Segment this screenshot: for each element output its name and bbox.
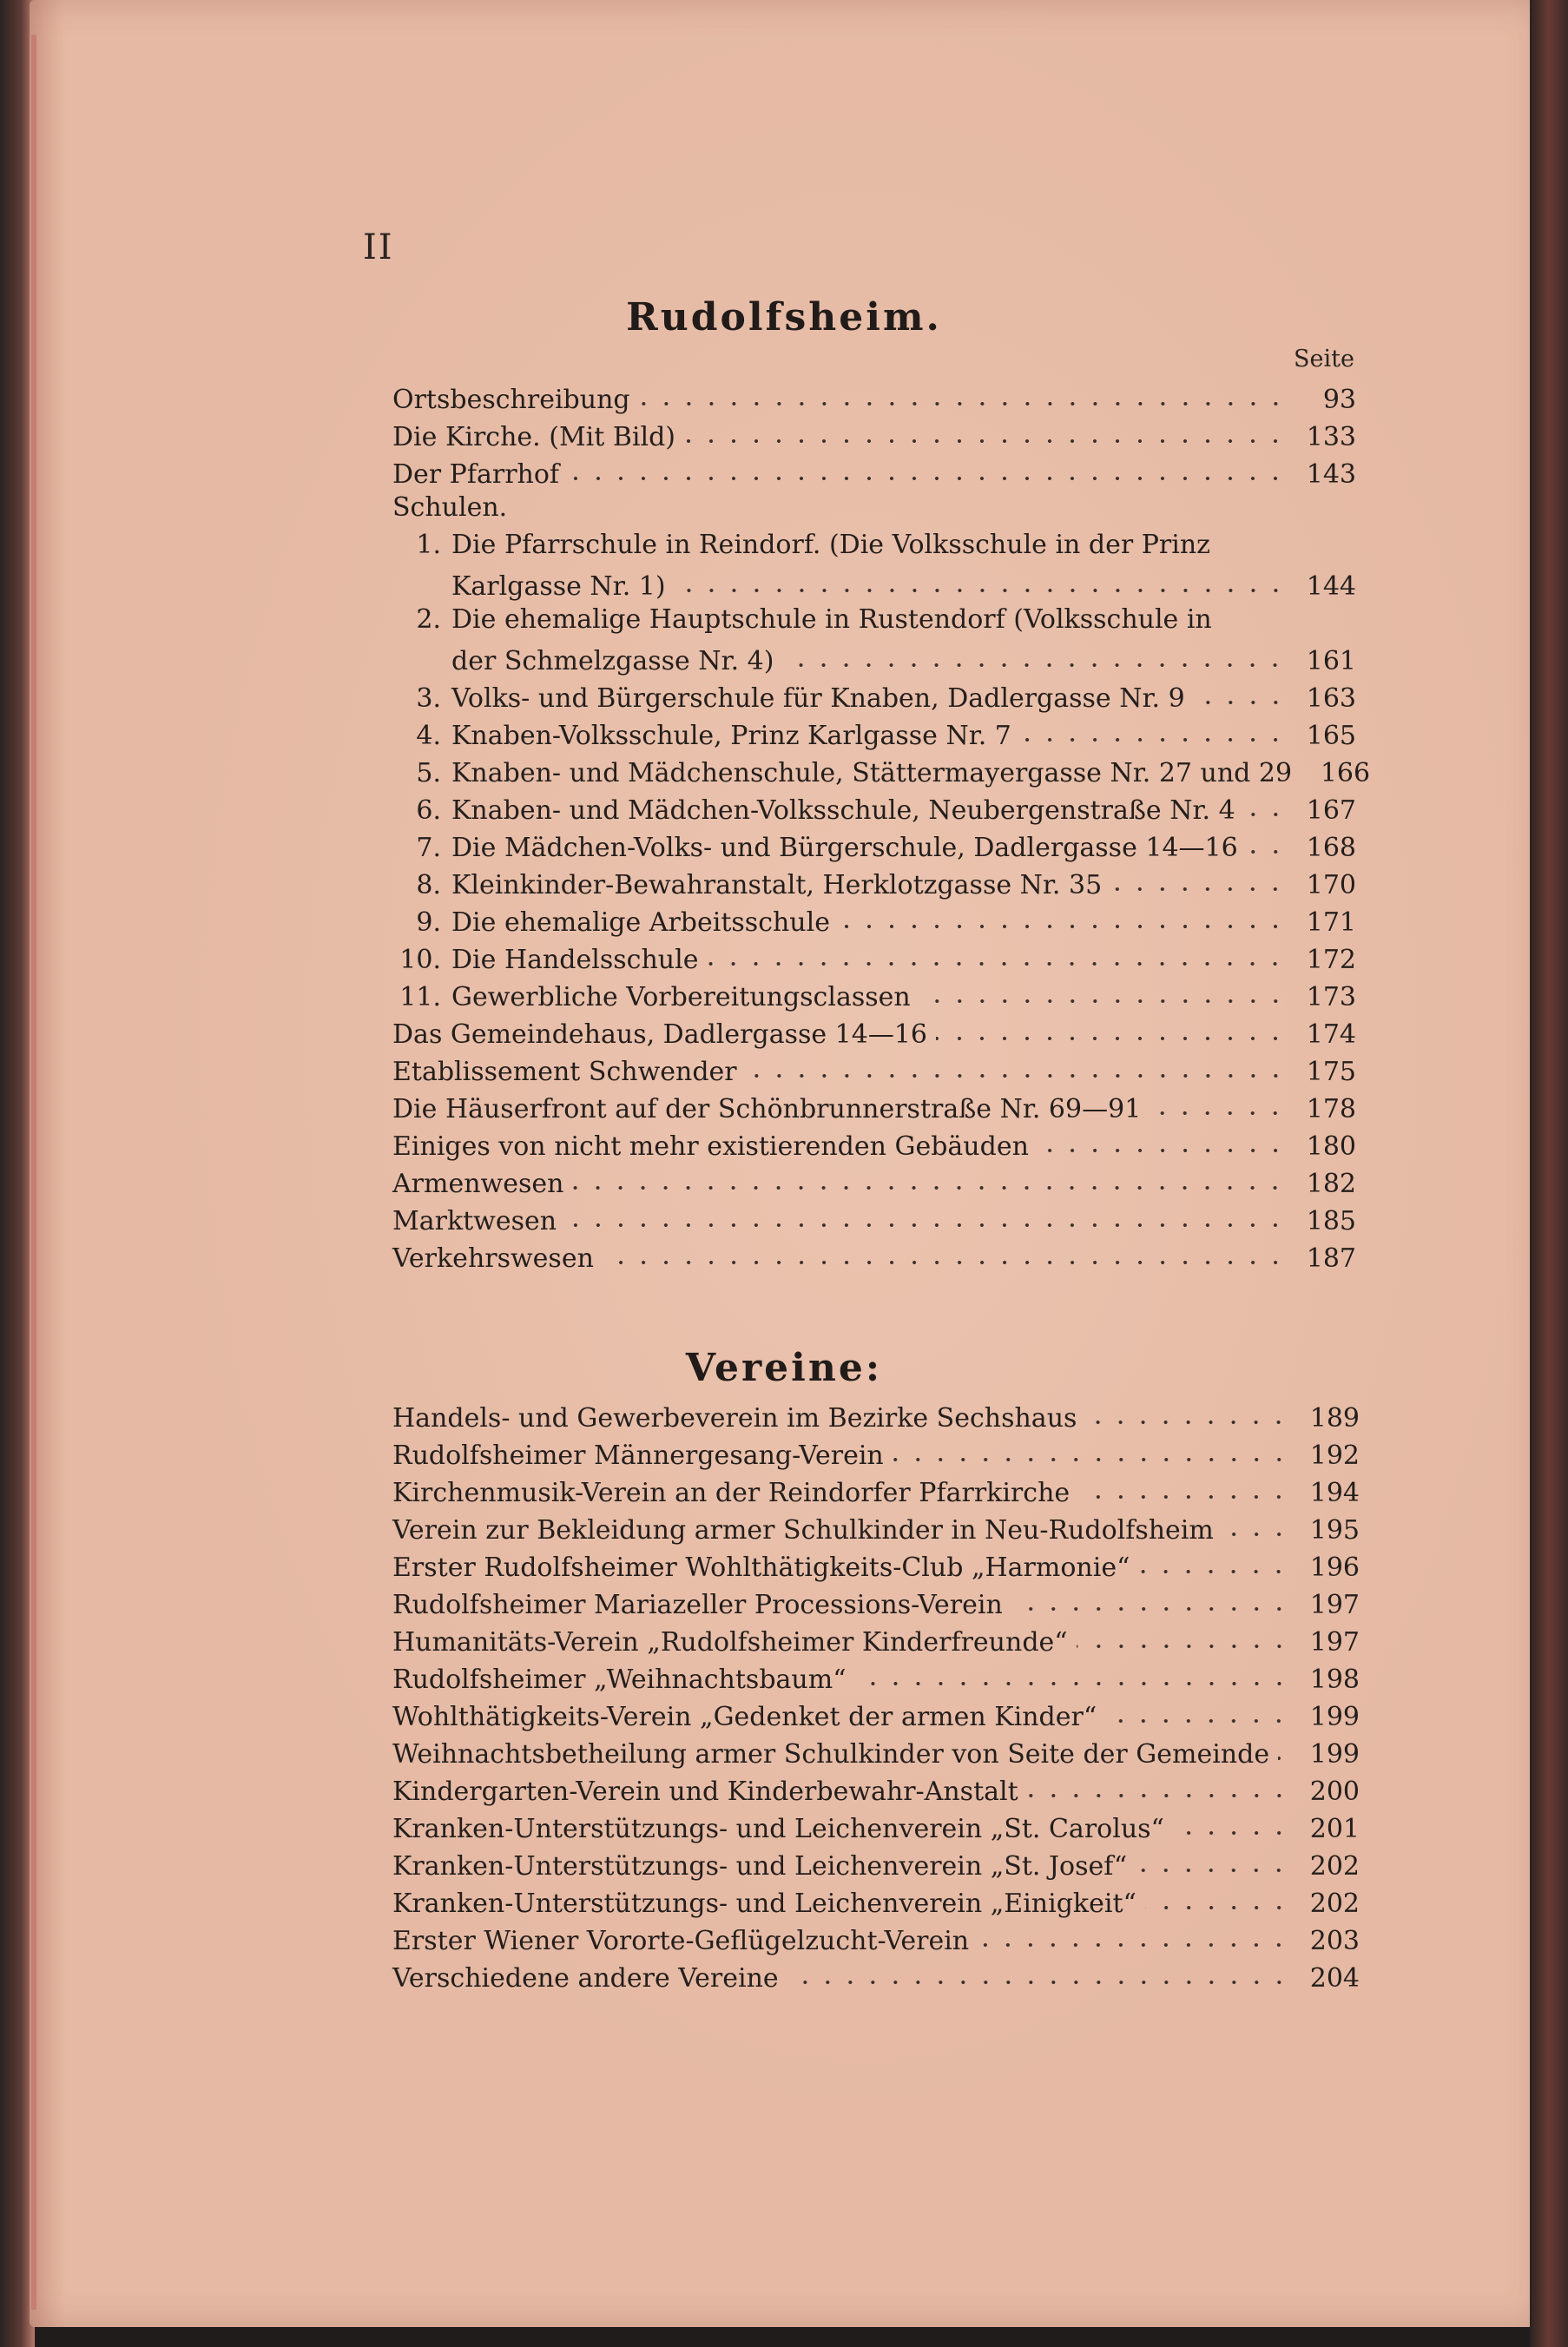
toc-entry: [392, 604, 1356, 639]
toc-entry: [392, 1436, 1360, 1471]
entry-page: 199: [1309, 1739, 1360, 1770]
entry-page: 200: [1309, 1777, 1360, 1807]
entry-page: 203: [1309, 1926, 1360, 1956]
entry-title: Erster Rudolfsheimer Wohlthätigkeits-Club „Harmonie“: [392, 1553, 1130, 1583]
entry-title: Kranken-Unterstützungs- und Leichenverein „St. Josef“: [392, 1851, 1128, 1882]
entry-title: Die ehemalige Hauptschule in Rustendorf (Volksschule in: [451, 604, 1212, 635]
entry-title: Die Häuserfront auf der Schönbrunnerstraße Nr. 69—91: [392, 1094, 1142, 1124]
toc-entry: [392, 1127, 1356, 1162]
toc-entry: [392, 716, 1356, 751]
leader-dots: [639, 399, 1287, 408]
leader-dots: [1194, 698, 1287, 707]
toc-entry: [392, 866, 1356, 900]
entry-title: der Schmelzgasse Nr. 4): [451, 646, 774, 676]
entry-title: Verein zur Bekleidung armer Schulkinder in Neu-Rudolfsheim: [392, 1515, 1214, 1546]
entry-title: Kranken-Unterstützungs- und Leichenverein „Einigkeit“: [392, 1889, 1136, 1919]
toc-entry: [392, 1772, 1360, 1807]
entry-title: Humanitäts-Verein „Rudolfsheimer Kinderfreunde“: [392, 1627, 1068, 1658]
entry-page: 182: [1306, 1169, 1356, 1199]
entry-title: Armenwesen: [392, 1169, 564, 1199]
entry-page: 167: [1306, 795, 1356, 826]
entry-page: 187: [1306, 1243, 1356, 1274]
entry-number: 11.: [399, 982, 441, 1012]
entry-number: 5.: [416, 758, 441, 788]
toc-entry: [392, 1399, 1360, 1434]
entry-page: 178: [1306, 1094, 1356, 1124]
entry-number: 6.: [416, 795, 441, 826]
entry-page: 144: [1306, 571, 1356, 602]
leader-dots: [565, 1221, 1287, 1230]
toc-entry: [451, 567, 1356, 602]
toc-entry: [392, 1239, 1356, 1274]
leader-dots: [746, 1071, 1287, 1080]
entry-number: 3.: [416, 683, 441, 714]
leader-dots: [572, 1183, 1287, 1192]
toc-entry: [392, 1698, 1360, 1732]
entry-page: 202: [1309, 1889, 1360, 1919]
entry-title: Rudolfsheimer „Weihnachtsbaum“: [392, 1665, 847, 1695]
toc-entry: [392, 978, 1356, 1012]
entry-number: 1.: [416, 530, 441, 560]
entry-title: Der Pfarrhof: [392, 459, 560, 490]
book-gutter: [1530, 0, 1568, 2347]
toc-entry: [392, 1202, 1356, 1236]
leader-dots: [1020, 735, 1287, 744]
leader-dots: [1105, 1717, 1290, 1725]
leader-dots: [1078, 1493, 1290, 1501]
page-edge: [31, 35, 36, 2310]
leader-dots: [684, 437, 1287, 445]
entry-title: Kindergarten-Verein und Kinderbewahr-Anstalt: [392, 1777, 1018, 1807]
entry-title: Einiges von nicht mehr existierenden Gebäuden: [392, 1131, 1029, 1162]
entry-title: Rudolfsheimer Mariazeller Processions-Verein: [392, 1590, 1003, 1620]
leader-dots: [603, 1258, 1287, 1267]
entry-page: 197: [1309, 1627, 1360, 1658]
leader-dots: [893, 1455, 1290, 1464]
entry-title: Ortsbeschreibung: [392, 385, 630, 415]
leader-dots: [787, 1978, 1290, 1987]
leader-dots: [675, 586, 1287, 595]
entry-title: Volks- und Bürgerschule für Knaben, Dadlergasse Nr. 9: [451, 683, 1185, 714]
leader-dots: [936, 1034, 1287, 1043]
entry-page: 201: [1309, 1814, 1360, 1844]
entry-page: 204: [1309, 1963, 1360, 1994]
entry-title: Schulen.: [392, 492, 508, 523]
entry-page: 168: [1306, 833, 1356, 863]
toc-entry: [392, 1959, 1360, 1994]
entry-page: 133: [1306, 422, 1356, 452]
leader-dots: [1278, 1754, 1290, 1763]
leader-dots: [1173, 1829, 1290, 1837]
leader-dots: [1247, 847, 1287, 856]
entry-title: Die ehemalige Arbeitsschule: [451, 907, 830, 938]
toc-entry: [392, 1090, 1356, 1124]
toc-entry: [392, 1548, 1360, 1583]
entry-number: 10.: [399, 945, 441, 975]
entry-page: 175: [1306, 1057, 1356, 1087]
entry-page: 196: [1309, 1553, 1360, 1583]
toc-entry: [392, 1884, 1360, 1919]
entry-title: Knaben- und Mädchen-Volksschule, Neubergenstraße Nr. 4: [451, 795, 1235, 826]
entry-title: Rudolfsheimer Männergesang-Verein: [392, 1441, 884, 1471]
toc-entry: [392, 1015, 1356, 1050]
entry-title: Handels- und Gewerbeverein im Bezirke Sechshaus: [392, 1403, 1077, 1434]
toc-entry: [392, 940, 1356, 975]
entry-title: Etablissement Schwender: [392, 1057, 737, 1087]
leader-dots: [1085, 1418, 1290, 1427]
entry-title: Die Pfarrschule in Reindorf. (Die Volksschule in der Prinz: [451, 530, 1210, 560]
entry-title: Das Gemeindehaus, Dadlergasse 14—16: [392, 1019, 928, 1050]
leader-dots: [707, 959, 1287, 968]
leader-dots: [1110, 885, 1287, 893]
entry-number: 4.: [416, 721, 441, 751]
entry-title: Kranken-Unterstützungs- und Leichenverein „St. Carolus“: [392, 1814, 1164, 1844]
entry-number: 8.: [416, 870, 441, 900]
entry-title: Knaben-Volksschule, Prinz Karlgasse Nr. 7: [451, 721, 1011, 751]
toc-entry: [392, 791, 1356, 826]
toc-entry: [392, 903, 1356, 938]
entry-title: Wohlthätigkeits-Verein „Gedenket der armen Kinder“: [392, 1702, 1097, 1732]
toc-entry: [392, 1511, 1360, 1546]
leader-dots: [1077, 1642, 1290, 1651]
toc-group-heading: [392, 492, 1356, 527]
entry-title: Die Handelsschule: [451, 945, 699, 975]
entry-page: 180: [1306, 1131, 1356, 1162]
entry-page: 194: [1309, 1478, 1360, 1508]
leader-dots: [919, 997, 1287, 1005]
entry-number: 9.: [416, 907, 441, 938]
leader-dots: [568, 474, 1287, 483]
leader-dots: [1136, 1866, 1290, 1875]
entry-page: 189: [1309, 1403, 1360, 1434]
leader-dots: [1145, 1903, 1290, 1912]
entry-page: 161: [1306, 646, 1356, 676]
entry-page: 202: [1309, 1851, 1360, 1882]
entry-title: Kleinkinder-Bewahranstalt, Herklotzgasse Nr. 35: [451, 870, 1103, 900]
toc-entry: [392, 1660, 1360, 1695]
entry-number: 2.: [416, 604, 441, 635]
leader-dots: [1244, 810, 1287, 819]
entry-page: 198: [1309, 1665, 1360, 1695]
entry-page: 163: [1306, 683, 1356, 714]
section-title: Rudolfsheim.: [626, 295, 942, 340]
toc-entry: [392, 1922, 1360, 1956]
entry-page: 185: [1306, 1206, 1356, 1236]
leader-dots: [1138, 1567, 1290, 1576]
toc-entry: [392, 1847, 1360, 1882]
page-column-header: Seite: [1294, 346, 1354, 372]
entry-title: Verkehrswesen: [392, 1243, 594, 1274]
leader-dots: [1150, 1109, 1287, 1117]
entry-page: 170: [1306, 870, 1356, 900]
leader-dots: [839, 922, 1287, 931]
entry-page: 93: [1322, 385, 1356, 415]
entry-title: Karlgasse Nr. 1): [451, 571, 666, 602]
entry-page: 171: [1306, 907, 1356, 938]
toc-entry: [392, 455, 1356, 490]
entry-page: 166: [1320, 758, 1371, 788]
toc-entry: [392, 828, 1356, 863]
entry-page: 172: [1306, 945, 1356, 975]
leader-dots: [1011, 1605, 1290, 1613]
entry-title: Verschiedene andere Vereine: [392, 1963, 779, 1994]
entry-title: Knaben- und Mädchenschule, Stättermayergasse Nr. 27 und 29: [451, 758, 1293, 788]
toc-entry: [392, 679, 1356, 714]
section-title: Vereine:: [685, 1346, 883, 1390]
page-number: II: [363, 227, 394, 267]
entry-number: 7.: [416, 833, 441, 863]
leader-dots: [1038, 1146, 1287, 1155]
entry-page: 165: [1306, 721, 1356, 751]
toc-entry: [392, 1473, 1360, 1508]
entry-title: Die Kirche. (Mit Bild): [392, 422, 675, 452]
leader-dots: [782, 661, 1287, 669]
toc-entry: [392, 418, 1356, 452]
toc-entry: [392, 1623, 1360, 1658]
leader-dots: [978, 1941, 1290, 1949]
toc-entry: [392, 1586, 1360, 1620]
entry-title: Erster Wiener Vororte-Geflügelzucht-Verein: [392, 1926, 970, 1956]
entry-title: Weihnachtsbetheilung armer Schulkinder von Seite der Gemeinde: [392, 1739, 1270, 1770]
entry-page: 174: [1306, 1019, 1356, 1050]
leader-dots: [855, 1679, 1290, 1688]
leader-dots: [1027, 1791, 1290, 1800]
toc-entry: [392, 380, 1356, 415]
toc-entry: [392, 1735, 1360, 1770]
toc-entry: [392, 754, 1371, 788]
toc-entry: [451, 642, 1356, 676]
entry-title: Die Mädchen-Volks- und Bürgerschule, Dadlergasse 14—16: [451, 833, 1238, 863]
entry-page: 143: [1306, 459, 1356, 490]
toc-entry: [392, 530, 1356, 564]
leader-dots: [1222, 1530, 1290, 1539]
toc-entry: [392, 1164, 1356, 1199]
entry-page: 195: [1309, 1515, 1360, 1546]
entry-title: Gewerbliche Vorbereitungsclassen: [451, 982, 911, 1012]
toc-entry: [392, 1810, 1360, 1844]
entry-page: 197: [1309, 1590, 1360, 1620]
entry-page: 199: [1309, 1702, 1360, 1732]
entry-title: Kirchenmusik-Verein an der Reindorfer Pfarrkirche: [392, 1478, 1071, 1508]
toc-entry: [392, 1052, 1356, 1087]
entry-title: Marktwesen: [392, 1206, 557, 1236]
entry-page: 192: [1309, 1441, 1360, 1471]
entry-page: 173: [1306, 982, 1356, 1012]
